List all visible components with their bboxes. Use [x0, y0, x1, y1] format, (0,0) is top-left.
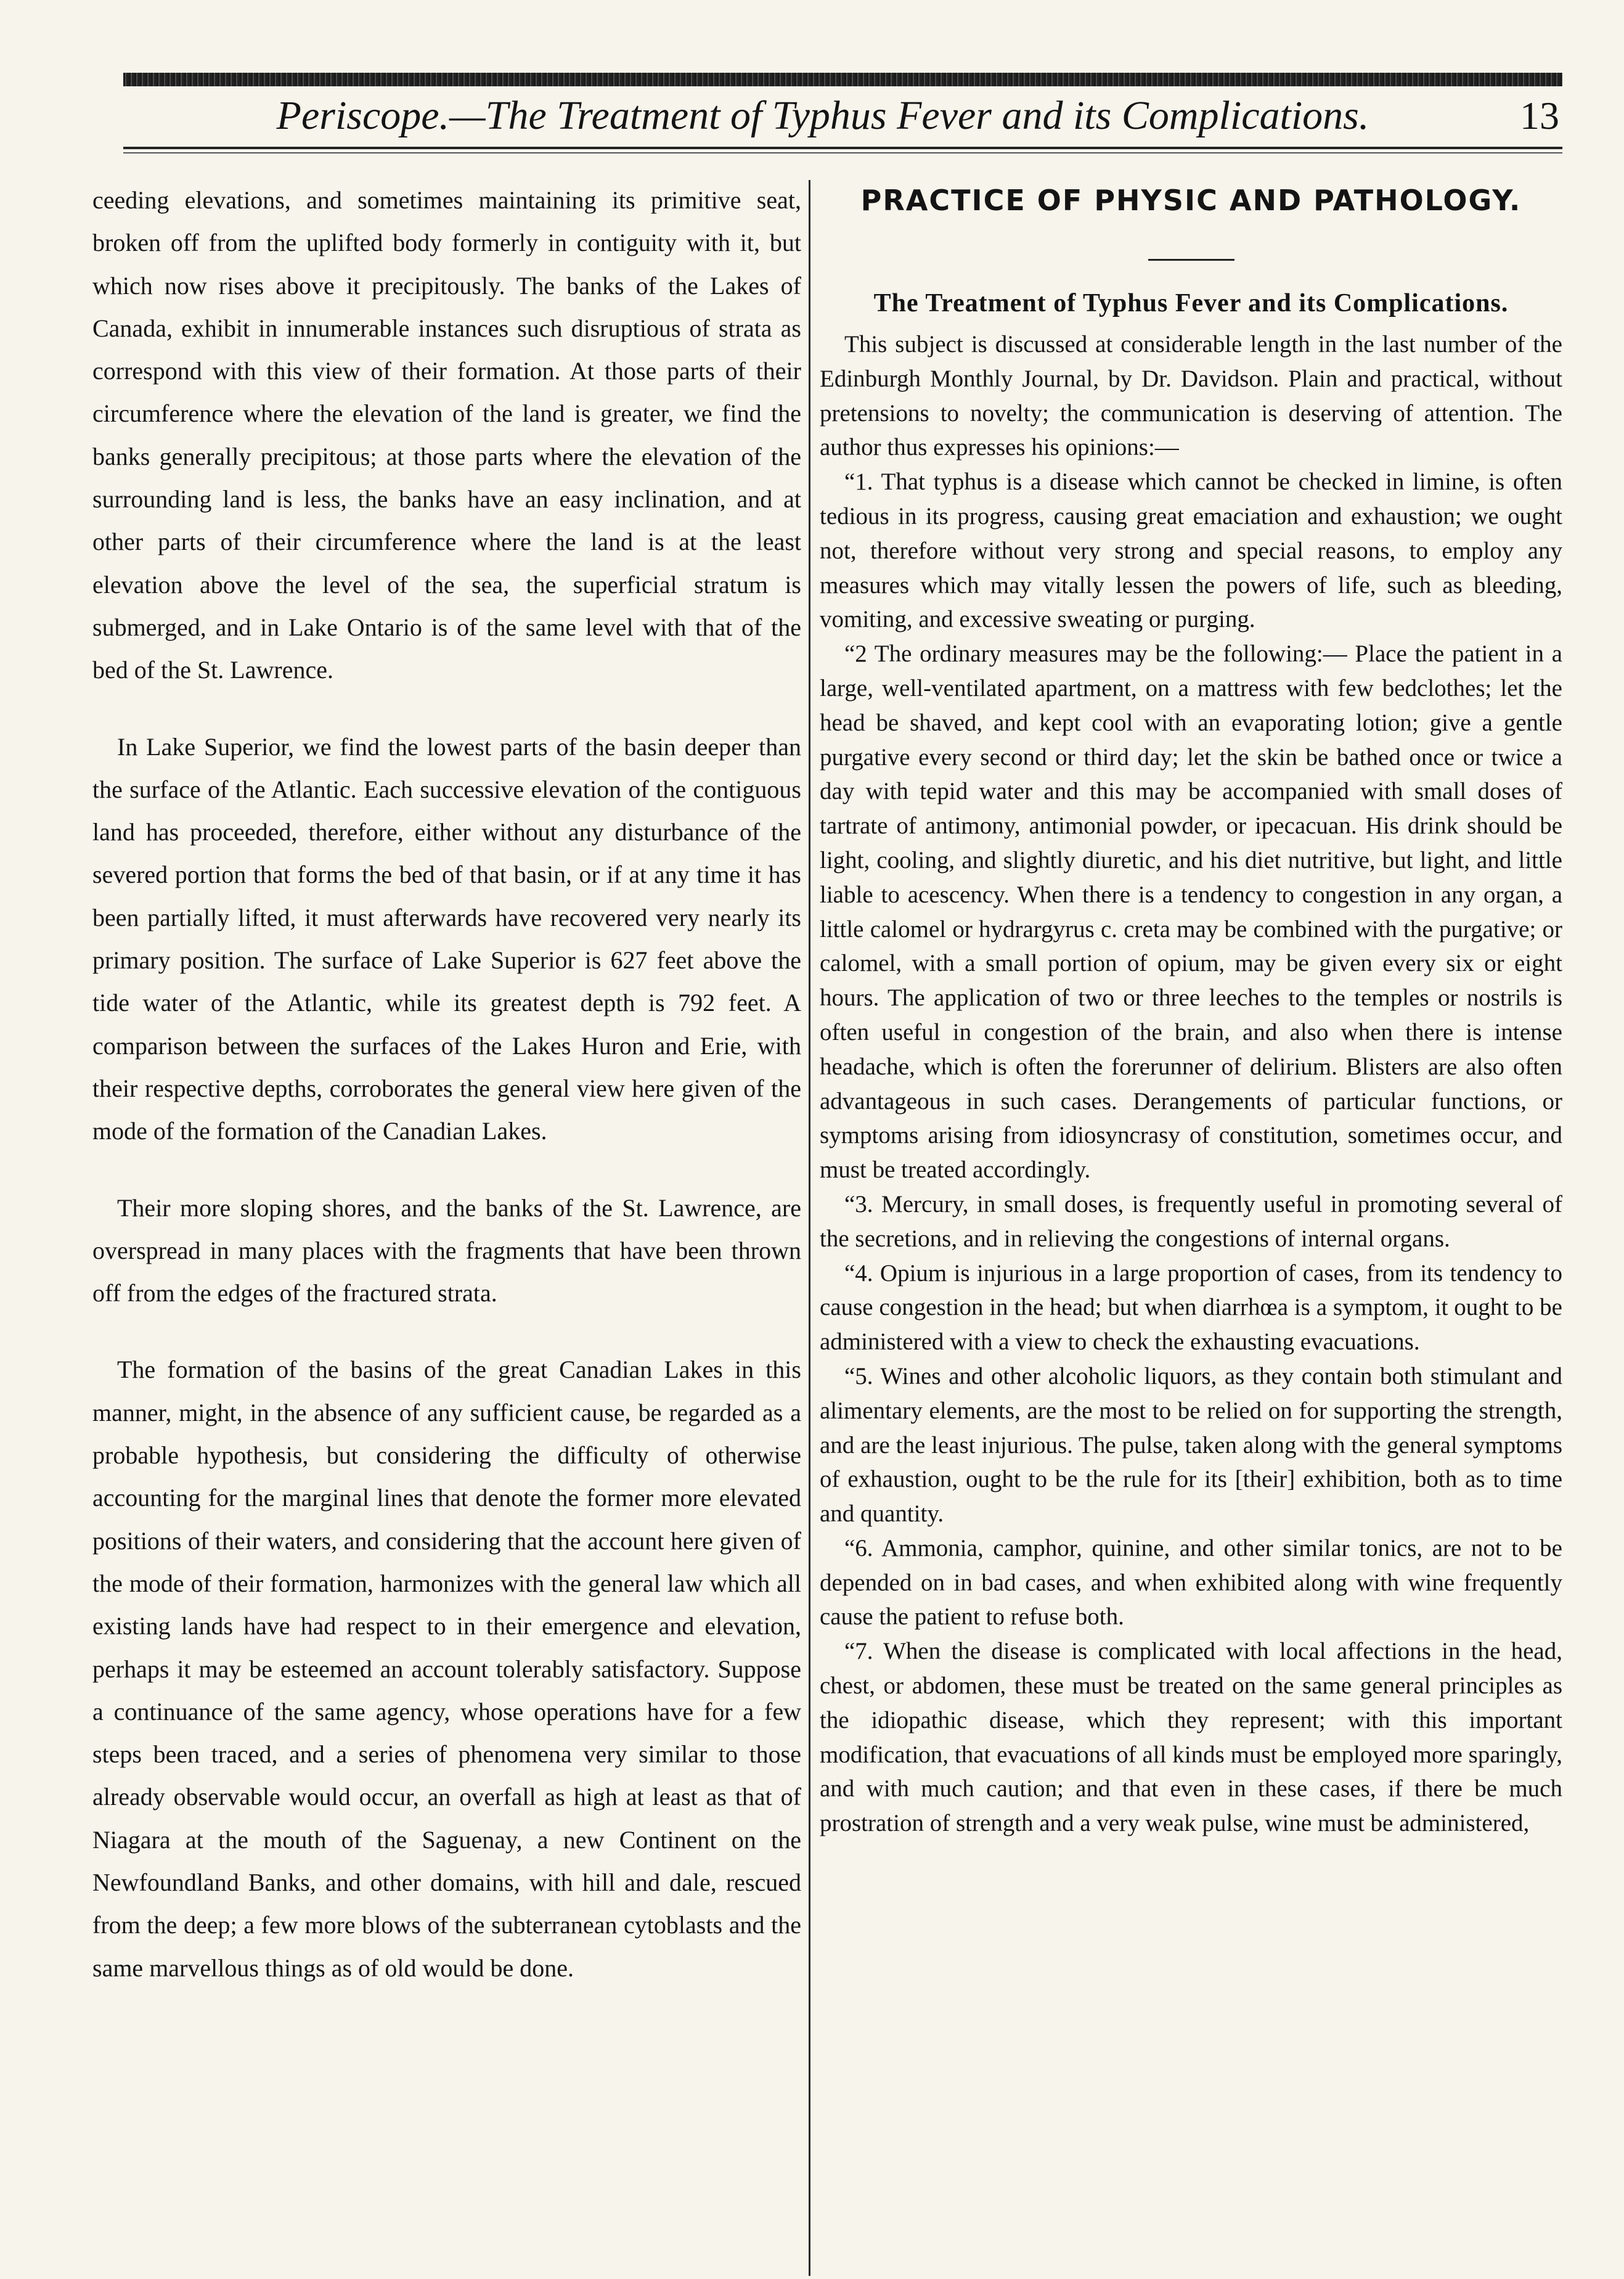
page-header	[117, 91, 1565, 141]
point-3: “3. Mercury, in small doses, is frequently useful in promoting several of the secretions, and in relieving the congestions of internal organs.	[820, 1190, 1562, 1252]
point-2: “2 The ordinary measures may be the following:— Place the patient in a large, well-ventilated apartment, on a mattress with few bedclothes; let the head be shaved, and kept cool with an evaporating lotion; give a gentle purgative every second or third day; let the skin be bathed once or twice a day with tepid water and this may be accompanied with small doses of tartrate of antimony, antimonial powder, or ipecacuan. His drink should be light, cooling, and slightly diuretic, and his diet nutritive, but light, and little liable to acescency. When there is a tendency to congestion in any organ, a little calomel or hydrargyrus c. creta may be combined with the purgative; or calomel, with a small portion of opium, may be given every six or eight hours. The application of two or three leeches to the temples or nostrils is often useful in congestion of the brain, and also when there is intense headache, which is often the forerunner of delirium. Blisters are also often advantageous in such cases. Derangements of particular functions, or symptoms arising from idiosyncrasy of constitution, sometimes occur, and must be treated accordingly.	[820, 640, 1562, 1184]
left-paragraph: The formation of the basins of the great Canadian Lakes in this manner, might, in the absence of any sufficient cause, be regarded as a probable hypothesis, but considering the difficulty of otherwise accounting for the marginal lines that denote the former more elevated positions of their waters, and considering that the account here given of the mode of their formation, harmonizes with the general law which all existing lands have had respect to in their emergence and elevation, perhaps it may be esteemed an account tolerably satisfactory. Suppose a continuance of the same agency, whose operations have for a few steps been traced, and a series of phenomena very similar to those already observable would occur, an overfall as high at least as that of Niagara at the mouth of the Saguenay, a new Continent on the Newfoundland Banks, and other domains, with hill and dale, rescued from the deep; a few more blows of the subterranean cytoblasts and the same marvellous things as of old would be done.	[92, 1356, 801, 1982]
point-4: “4. Opium is injurious in a large proportion of cases, from its tendency to cause congestion in the head; but when diarrhœa is a symptom, it ought to be administered with a view to check the exhausting evacuations.	[820, 1259, 1562, 1356]
section-rule	[1148, 259, 1234, 261]
point-1: “1. That typhus is a disease which cannot be checked in limine, is often tedious in its progress, causing great emaciation and exhaustion; we ought not, therefore without very strong and special reasons, to employ any measures which may vitally lessen the powers of life, such as bleeding, vomiting, and excessive sweating or purging.	[820, 468, 1562, 633]
left-paragraph: Their more sloping shores, and the banks of the St. Lawrence, are overspread in many places with the fragments that have been thrown off from the edges of the fractured strata.	[92, 1193, 801, 1307]
header-ornamental-rule	[123, 73, 1562, 86]
page-number: 13	[1520, 94, 1559, 137]
section-title: PRACTICE OF PHYSIC AND PATHOLOGY.	[860, 184, 1522, 217]
point-7: “7. When the disease is complicated with local affections in the head, chest, or abdomen, these must be treated on the same general principles as the idiopathic disease, which they represent; with this important modification, that evacuations of all kinds must be employed more sparingly, and with much caution; and that even in these cases, if there be much prostration of strength and a very weak pulse, wine must be administered,	[820, 1638, 1562, 1837]
article-intro: This subject is discussed at considerable length in the last number of the Edinburgh Monthly Journal, by Dr. Davidson. Plain and practical, without pretensions to novelty; the communication is deserving of attention. The author thus expresses his opinions:—	[820, 331, 1562, 461]
left-column	[92, 179, 801, 2219]
right-column	[820, 179, 1562, 2275]
running-head: Periscope.—The Treatment of Typhus Fever and its Complications.	[276, 93, 1369, 138]
column-divider	[809, 180, 810, 2276]
point-5: “5. Wines and other alcoholic liquors, as they contain both stimulant and alimentary elements, are the most to be relied on for supporting the strength, and are the least injurious. The pulse, taken along with the general symptoms of exhaustion, ought to be the rule for its [their] exhibition, both as to time and quantity.	[820, 1362, 1562, 1528]
left-paragraph: In Lake Superior, we find the lowest parts of the basin deeper than the surface of the Atlantic. Each successive elevation of the contiguous land has proceeded, therefore, either without any disturbance of the severed portion that forms the bed of that basin, or if at any time it has been partially lifted, it must afterwards have recovered very nearly its primary position. The surface of Lake Superior is 627 feet above the tide water of the Atlantic, while its greatest depth is 792 feet. A comparison between the surfaces of the Lakes Huron and Erie, with their respective depths, corroborates the general view here given of the mode of the formation of the Canadian Lakes.	[92, 732, 801, 1145]
left-paragraph: ceeding elevations, and sometimes maintaining its primitive seat, broken off from the uplifted body formerly in contiguity with it, but which now rises above it precipitously. The banks of the Lakes of Canada, exhibit in innumerable instances such disruptious of strata as correspond with this view of their formation. At those parts of their circumference where the elevation of the land is greater, we find the banks generally precipitous; at those parts where the elevation of the surrounding land is less, the banks have an easy inclination, and at other parts of their circumference where the land is at the least elevation above the level of the sea, the superficial stratum is submerged, and in Lake Ontario is of the same level with that of the bed of the St. Lawrence.	[92, 186, 801, 684]
point-6: “6. Ammonia, camphor, quinine, and other similar tonics, are not to be depended on in bad cases, and when exhibited along with wine frequently cause the patient to refuse both.	[820, 1534, 1562, 1630]
article-title: The Treatment of Typhus Fever and its Complications.	[873, 289, 1509, 317]
header-rule	[123, 147, 1562, 149]
header-rule-thin	[123, 152, 1562, 153]
